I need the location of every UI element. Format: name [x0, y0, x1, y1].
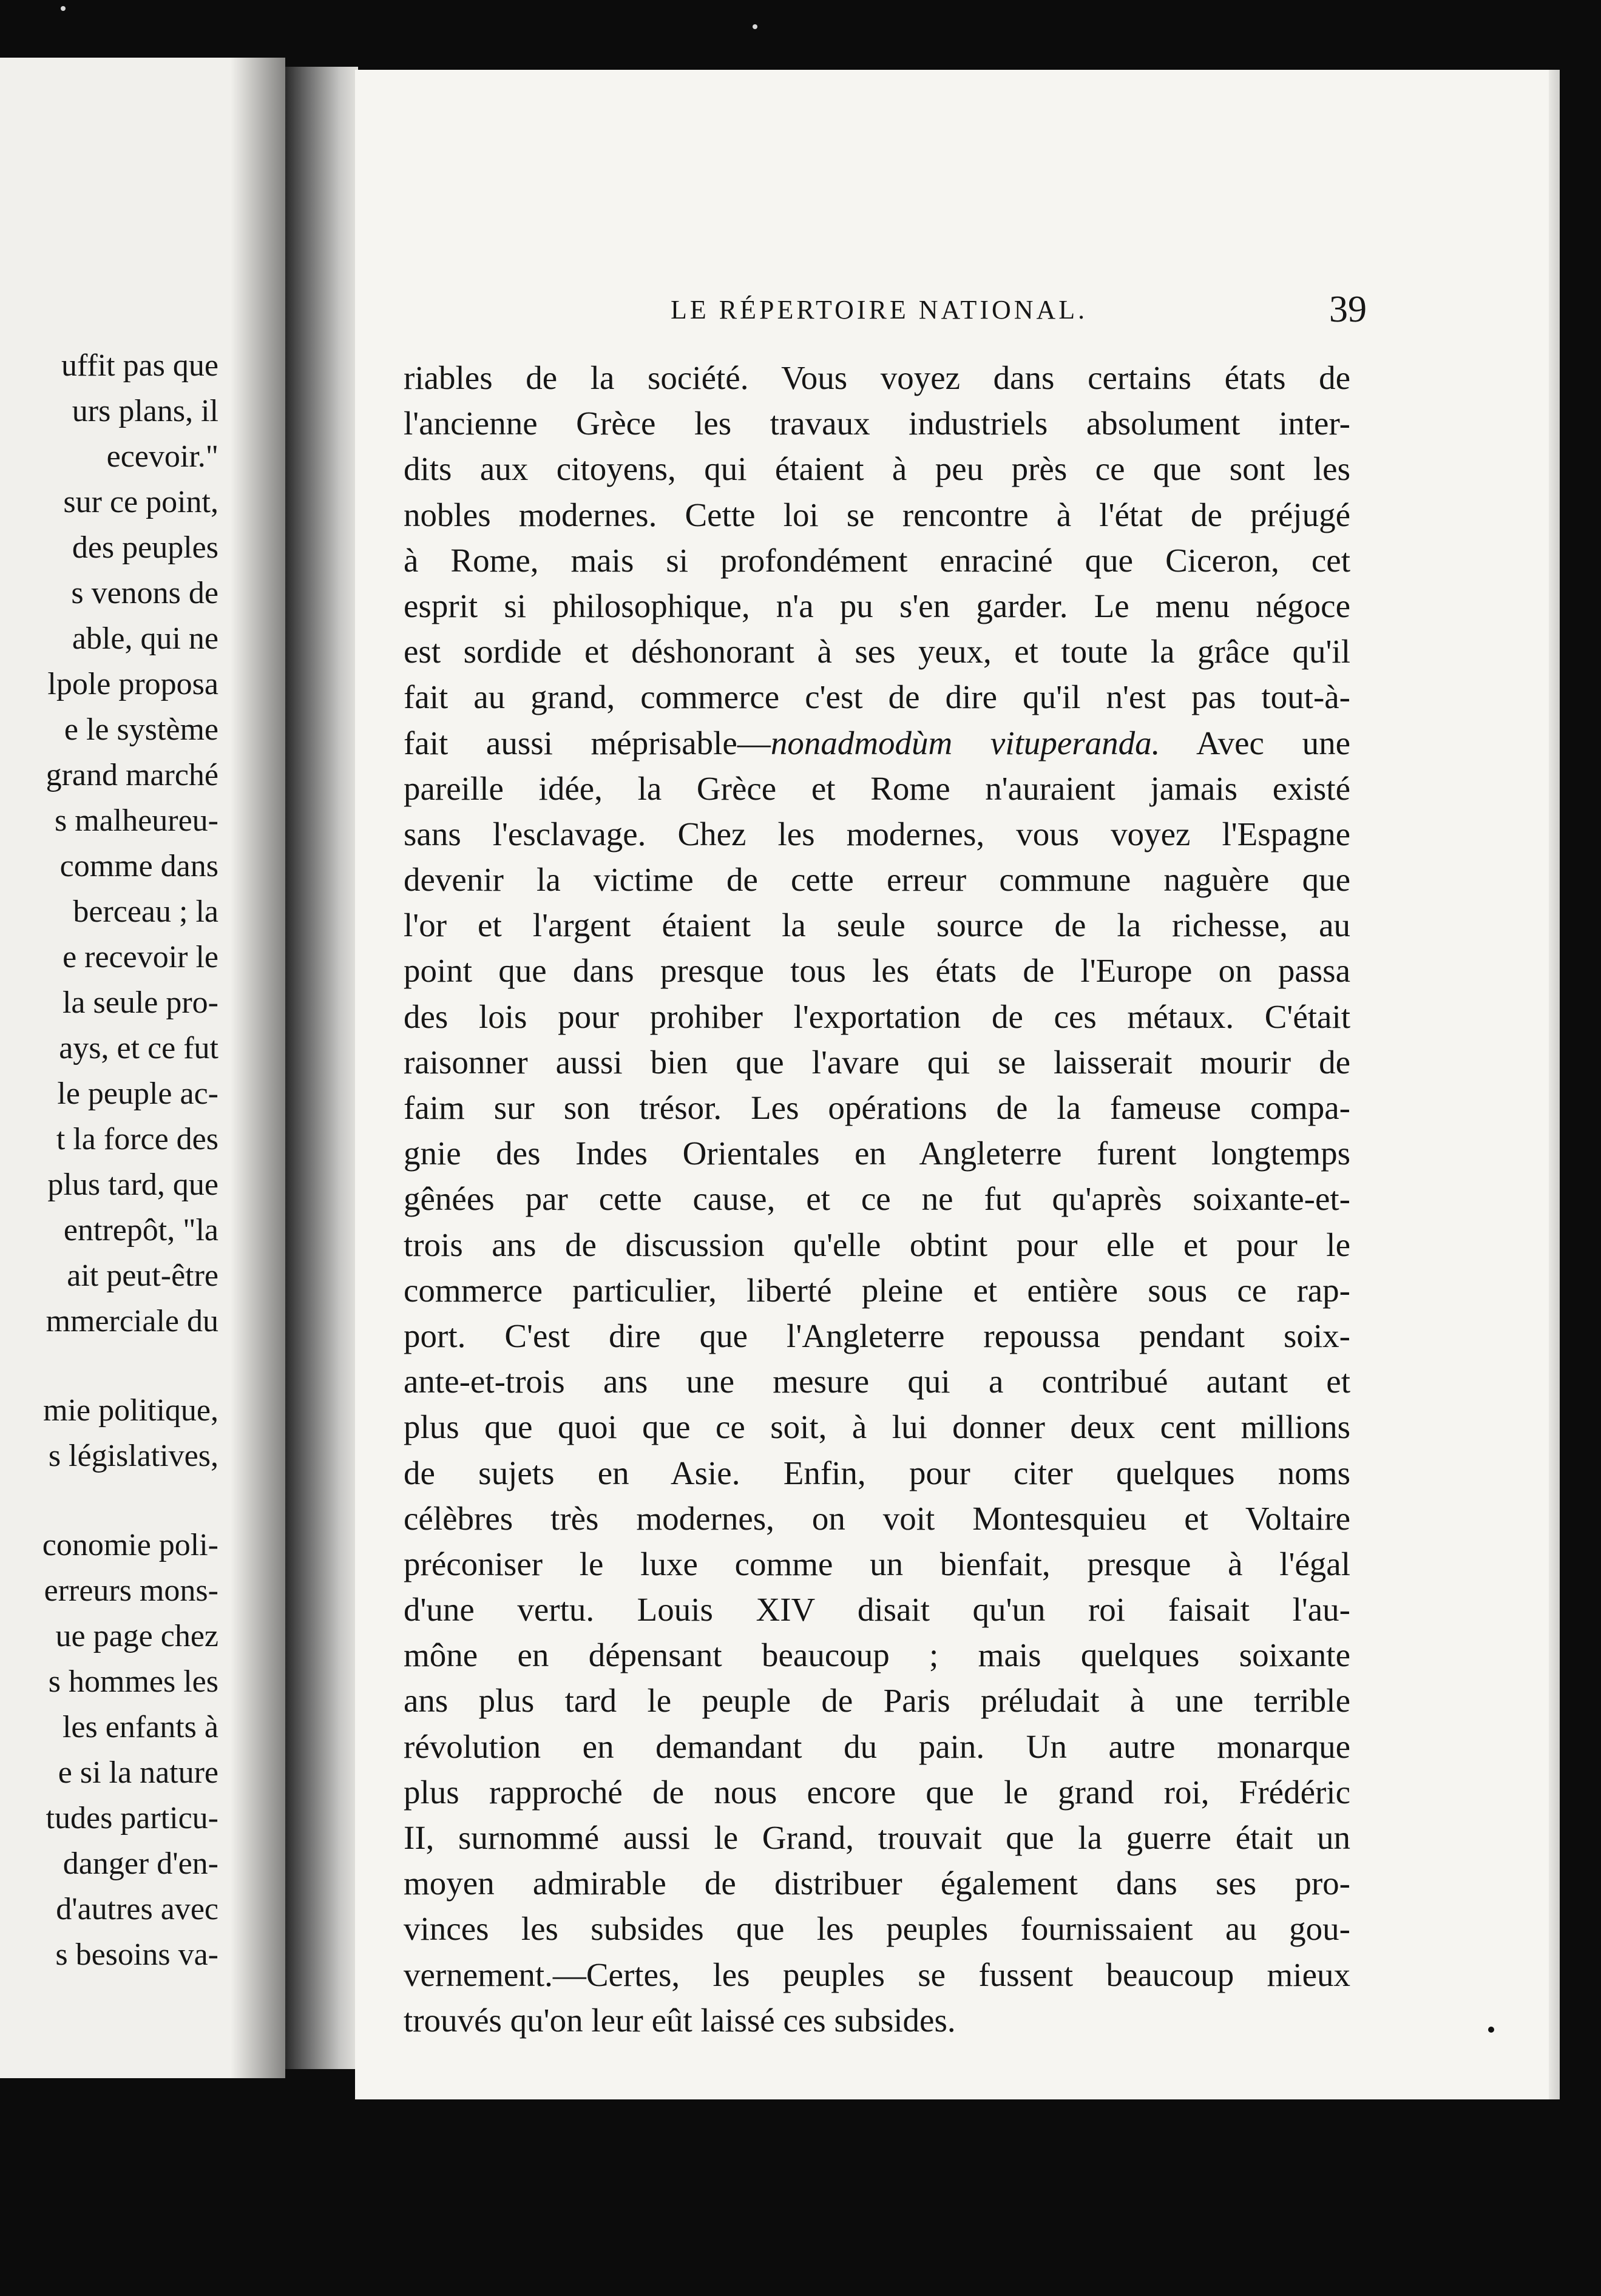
text-line: plus rapproché de nous encore que le grand roi, Frédéric — [404, 1773, 1350, 1811]
left-text-line: berceau ; la — [73, 894, 218, 929]
body-text — [404, 355, 1350, 2043]
page-edge — [1549, 70, 1560, 2099]
text-line: esprit si philosophique, n'a pu s'en garder. Le menu négoce — [404, 587, 1350, 624]
text-line: devenir la victime de cette erreur commune naguère que — [404, 861, 1350, 899]
text-line: est sordide et déshonorant à ses yeux, et toute la grâce qu'il — [404, 633, 1350, 670]
left-text-line: les enfants à — [62, 1710, 218, 1744]
text-line: commerce particulier, liberté pleine et entière sous ce rap- — [404, 1271, 1350, 1309]
left-text-line: mmerciale du — [46, 1304, 218, 1339]
text-line: à Rome, mais si profondément enraciné que Ciceron, cet — [404, 541, 1350, 579]
page-header — [355, 288, 1560, 337]
left-text-line: s venons de — [71, 576, 218, 610]
text-line: de sujets en Asie. Enfin, pour citer quelques noms — [404, 1454, 1350, 1491]
left-page-shadow — [231, 58, 285, 2078]
latin-phrase: nonadmodùm vituperanda. — [770, 724, 1160, 761]
text-line: plus que quoi que ce soit, à lui donner deux cent millions — [404, 1408, 1350, 1446]
left-text-line: s malheureu- — [54, 803, 218, 838]
text-line: point que dans presque tous les états de l'Europe on passa — [404, 952, 1350, 990]
left-page-text — [0, 343, 218, 1977]
text-line: révolution en demandant du pain. Un autre monarque — [404, 1727, 1350, 1765]
left-text-line: ecevoir." — [106, 439, 218, 474]
left-text-line: grand marché — [46, 758, 218, 792]
text-line: trouvés qu'on leur eût laissé ces subsides. — [404, 2001, 956, 2039]
left-text-line: comme dans — [59, 849, 218, 883]
running-title: LE RÉPERTOIRE NATIONAL. — [671, 295, 1088, 325]
left-text-line: erreurs mons- — [44, 1573, 218, 1608]
speck-mark — [753, 24, 757, 29]
text-line: fait aussi méprisable—nonadmodùm vituperanda. Avec une — [404, 724, 1350, 761]
text-line: vernement.—Certes, les peuples se fussent beaucoup mieux — [404, 1956, 1350, 1993]
left-text-line: able, qui ne — [72, 621, 218, 656]
left-text-line: lpole proposa — [47, 667, 218, 701]
text-line: d'une vertu. Louis XIV disait qu'un roi faisait l'au- — [404, 1591, 1350, 1629]
left-text-line: e le système — [64, 712, 218, 747]
text-line: raisonner aussi bien que l'avare qui se laisserait mourir de — [404, 1043, 1350, 1081]
text-line: moyen admirable de distribuer également dans ses pro- — [404, 1865, 1350, 1902]
left-text-line: d'autres avec — [56, 1892, 218, 1926]
left-text-line: danger d'en- — [63, 1846, 218, 1881]
text-line: port. C'est dire que l'Angleterre repoussa pendant soix- — [404, 1317, 1350, 1354]
text-line: nobles modernes. Cette loi se rencontre à l'état de préjugé — [404, 496, 1350, 533]
text-line: l'ancienne Grèce les travaux industriels absolument inter- — [404, 405, 1350, 442]
paragraph-gap — [0, 1479, 218, 1522]
left-facing-page — [0, 58, 285, 2078]
text-line: vinces les subsides que les peuples fournissaient au gou- — [404, 1910, 1350, 1948]
text-line: l'or et l'argent étaient la seule source de la richesse, au — [404, 907, 1350, 944]
left-text-line: mie politique, — [43, 1393, 218, 1428]
left-text-line: des peuples — [72, 530, 218, 565]
text-line: sans l'esclavage. Chez les modernes, vous voyez l'Espagne — [404, 815, 1350, 853]
text-line: ante-et-trois ans une mesure qui a contribué autant et — [404, 1363, 1350, 1400]
speck-mark — [61, 6, 66, 11]
text-line: pareille idée, la Grèce et Rome n'auraient jamais existé — [404, 769, 1350, 807]
text-line: gnie des Indes Orientales en Angleterre furent longtemps — [404, 1135, 1350, 1172]
page-number: 39 — [1329, 289, 1367, 330]
left-text-line: e si la nature — [58, 1755, 218, 1790]
left-text-line: ue page chez — [55, 1619, 218, 1653]
left-text-line: conomie poli- — [42, 1528, 218, 1562]
left-text-line: s législatives, — [48, 1439, 218, 1473]
text-line: faim sur son trésor. Les opérations de la fameuse compa- — [404, 1089, 1350, 1126]
text-line: riables de la société. Vous voyez dans certains états de — [404, 359, 1350, 396]
book-gutter — [285, 67, 358, 2069]
text-line: ans plus tard le peuple de Paris préludait à une terrible — [404, 1682, 1350, 1720]
right-page — [355, 70, 1560, 2099]
left-text-line: s besoins va- — [55, 1937, 218, 1972]
text-line: préconiser le luxe comme un bienfait, presque à l'égal — [404, 1545, 1350, 1582]
left-text-line: ays, et ce fut — [59, 1031, 218, 1065]
ink-dot — [1488, 2027, 1494, 2033]
text-line: mône en dépensant beaucoup ; mais quelques soixante — [404, 1636, 1350, 1674]
left-text-line: tudes particu- — [46, 1801, 218, 1835]
left-text-line: t la force des — [56, 1122, 218, 1156]
text-line: II, surnommé aussi le Grand, trouvait que la guerre était un — [404, 1819, 1350, 1856]
text-line: fait au grand, commerce c'est de dire qu'il n'est pas tout-à- — [404, 678, 1350, 716]
left-text-line: plus tard, que — [47, 1167, 218, 1202]
paragraph-gap — [0, 1344, 218, 1388]
left-text-line: s hommes les — [48, 1664, 218, 1699]
left-text-line: e recevoir le — [63, 940, 218, 974]
text-line: des lois pour prohiber l'exportation de ces métaux. C'était — [404, 998, 1350, 1035]
text-line: célèbres très modernes, on voit Montesquieu et Voltaire — [404, 1499, 1350, 1537]
left-text-line: urs plans, il — [72, 394, 218, 428]
left-text-line: uffit pas que — [61, 348, 218, 383]
left-text-line: la seule pro- — [62, 985, 218, 1020]
text-line: trois ans de discussion qu'elle obtint pour elle et pour le — [404, 1226, 1350, 1263]
text-line: gênées par cette cause, et ce ne fut qu'après soixante-et- — [404, 1180, 1350, 1218]
left-text-line: entrepôt, "la — [63, 1213, 218, 1248]
text-line: dits aux citoyens, qui étaient à peu près ce que sont les — [404, 450, 1350, 488]
left-text-line: ait peut-être — [67, 1258, 218, 1293]
left-text-line: le peuple ac- — [57, 1076, 218, 1111]
left-text-line: sur ce point, — [63, 485, 218, 519]
